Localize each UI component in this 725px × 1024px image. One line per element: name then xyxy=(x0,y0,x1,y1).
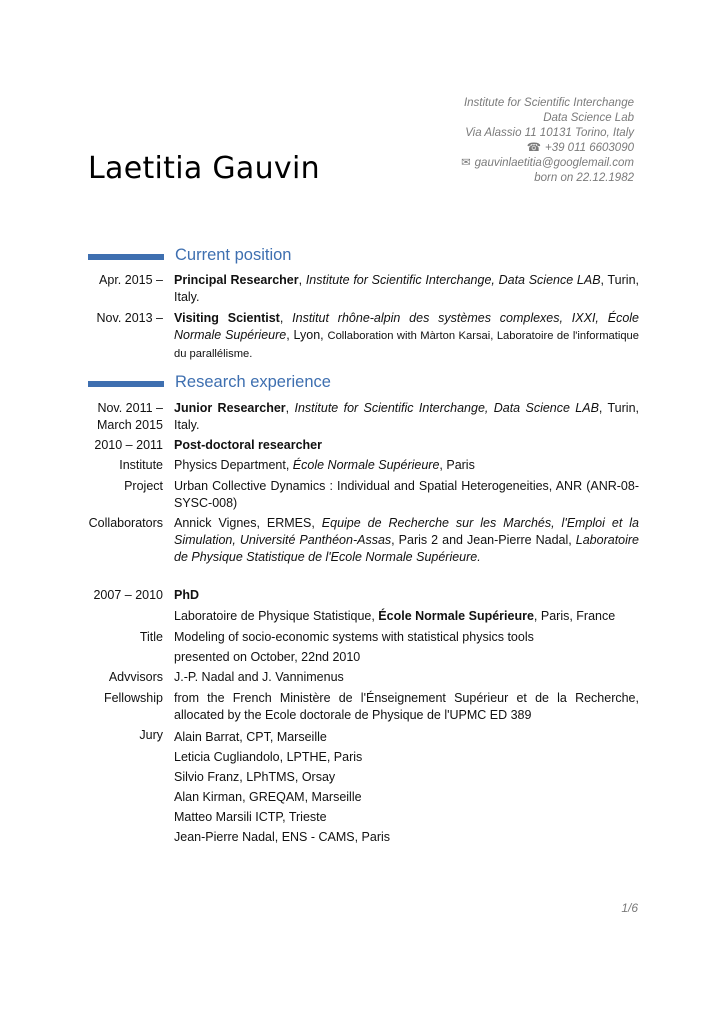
jury-member: Leticia Cugliandolo, LPTHE, Paris xyxy=(174,750,363,764)
lab-post: , Paris, France xyxy=(533,609,616,623)
envelope-icon: ✉ xyxy=(461,157,471,169)
jury-member: Silvio Franz, LPhTMS, Orsay xyxy=(174,770,336,784)
contact-address: Via Alassio 11 10131 Torino, Italy xyxy=(465,127,634,139)
contact-phone: +39 011 6603090 xyxy=(544,142,634,154)
contact-email-row xyxy=(461,156,634,171)
person-name: Laetitia Gauvin xyxy=(88,151,320,186)
entry-text xyxy=(174,272,639,306)
entry-org: Institute for Scientific Interchange, Data Science LAB xyxy=(294,401,599,415)
entry-text: J.-P. Nadal and J. Vannimenus xyxy=(174,670,344,684)
jury-member: Jean-Pierre Nadal, ENS - CAMS, Paris xyxy=(174,830,391,844)
entry-text xyxy=(174,587,639,604)
jury-list xyxy=(174,727,639,847)
entry-label: Title xyxy=(139,630,163,644)
entry-text: from the French Ministère de l'Énseignement Supérieur et de la Recherche, allocated by the Ecole doctorale de Physique de l'UPMC ED 389 xyxy=(174,691,639,722)
entry-sep: , xyxy=(298,273,306,287)
entry-text xyxy=(174,515,639,566)
entry-text: Urban Collective Dynamics : Individual and Spatial Heterogeneities, ANR (ANR-08-SYSC-008) xyxy=(174,479,639,510)
institute-pre: Physics Department, xyxy=(174,458,293,472)
entry-date: Apr. 2015 – xyxy=(99,273,163,287)
institute-org: École Normale Supérieure xyxy=(292,458,440,472)
collab-b: Equipe de Recherche sur les Marchés, l'Emploi et la Simulation, Université Panthéon-Assas xyxy=(174,516,639,547)
entry-note: Collaboration with Màrton Karsai, Laboratoire de l'informatique du parallélisme. xyxy=(174,330,639,360)
entry-rest: , Turin, Italy. xyxy=(174,273,639,304)
jury-member: Alain Barrat, CPT, Marseille xyxy=(174,730,327,744)
entry-text xyxy=(174,437,639,454)
entry-sep: , xyxy=(279,311,293,325)
collab-a: Annick Vignes, ERMES, xyxy=(174,516,322,530)
contact-born: born on 22.12.1982 xyxy=(534,172,634,184)
contact-block xyxy=(461,96,634,186)
entry-rest: , Turin, Italy. xyxy=(174,401,639,432)
entry-org: Institut rhône-alpin des systèmes complexes, IXXI, École Normale Supérieure xyxy=(174,311,639,342)
entry-date: 2007 – 2010 xyxy=(93,588,163,602)
entry-date xyxy=(43,400,163,434)
section-title: Current position xyxy=(175,246,292,264)
entry-date: Nov. 2013 – xyxy=(96,311,163,325)
entry-date-start: Nov. 2011 – xyxy=(97,401,163,415)
contact-phone-row xyxy=(461,141,634,156)
entry-text xyxy=(174,608,639,625)
entry-sep: , xyxy=(285,401,295,415)
section-research-experience xyxy=(88,373,648,397)
entry-role: Principal Researcher xyxy=(174,273,299,287)
institute-post: , Paris xyxy=(439,458,475,472)
collab-c: , Paris 2 and Jean-Pierre Nadal, xyxy=(391,533,576,547)
entry-label: Collaborators xyxy=(88,516,163,530)
entry-text: Modeling of socio-economic systems with statistical physics tools xyxy=(174,630,534,644)
entry-role: PhD xyxy=(174,588,199,602)
section-title: Research experience xyxy=(175,373,331,391)
entry-text xyxy=(174,400,639,434)
entry-text xyxy=(174,457,639,474)
entry-label: Project xyxy=(124,479,163,493)
jury-member: Matteo Marsili ICTP, Trieste xyxy=(174,810,327,824)
entry-label: Institute xyxy=(119,458,163,472)
entry-date: 2010 – 2011 xyxy=(94,438,163,452)
lab-org: École Normale Supérieure xyxy=(378,609,534,623)
jury-member: Alan Kirman, GREQAM, Marseille xyxy=(174,790,362,804)
phone-icon: ☎ xyxy=(526,142,541,154)
collab-d: Laboratoire de Physique Statistique de l'Ecole Normale Supérieure. xyxy=(174,533,640,564)
contact-institute: Institute for Scientific Interchange xyxy=(463,97,634,109)
entry-role: Visiting Scientist xyxy=(174,311,280,325)
page-number: 1/6 xyxy=(621,901,638,915)
contact-lab: Data Science Lab xyxy=(543,112,634,124)
contact-email[interactable]: gauvinlaetitia@googlemail.com xyxy=(474,157,634,169)
entry-label: Advvisors xyxy=(108,670,163,684)
entry-text: presented on October, 22nd 2010 xyxy=(174,650,361,664)
entry-label: Jury xyxy=(139,728,163,742)
entry-rest: , Lyon, xyxy=(286,328,328,342)
section-bar xyxy=(88,254,164,260)
section-bar xyxy=(88,381,164,387)
entry-text xyxy=(174,310,639,363)
section-current-position xyxy=(88,246,648,270)
lab-pre: Laboratoire de Physique Statistique, xyxy=(174,609,379,623)
entry-org: Institute for Scientific Interchange, Data Science LAB xyxy=(305,273,601,287)
entry-role: Post-doctoral researcher xyxy=(174,438,322,452)
entry-role: Junior Researcher xyxy=(174,401,286,415)
entry-date-end: March 2015 xyxy=(96,418,163,432)
entry-label: Fellowship xyxy=(103,691,163,705)
